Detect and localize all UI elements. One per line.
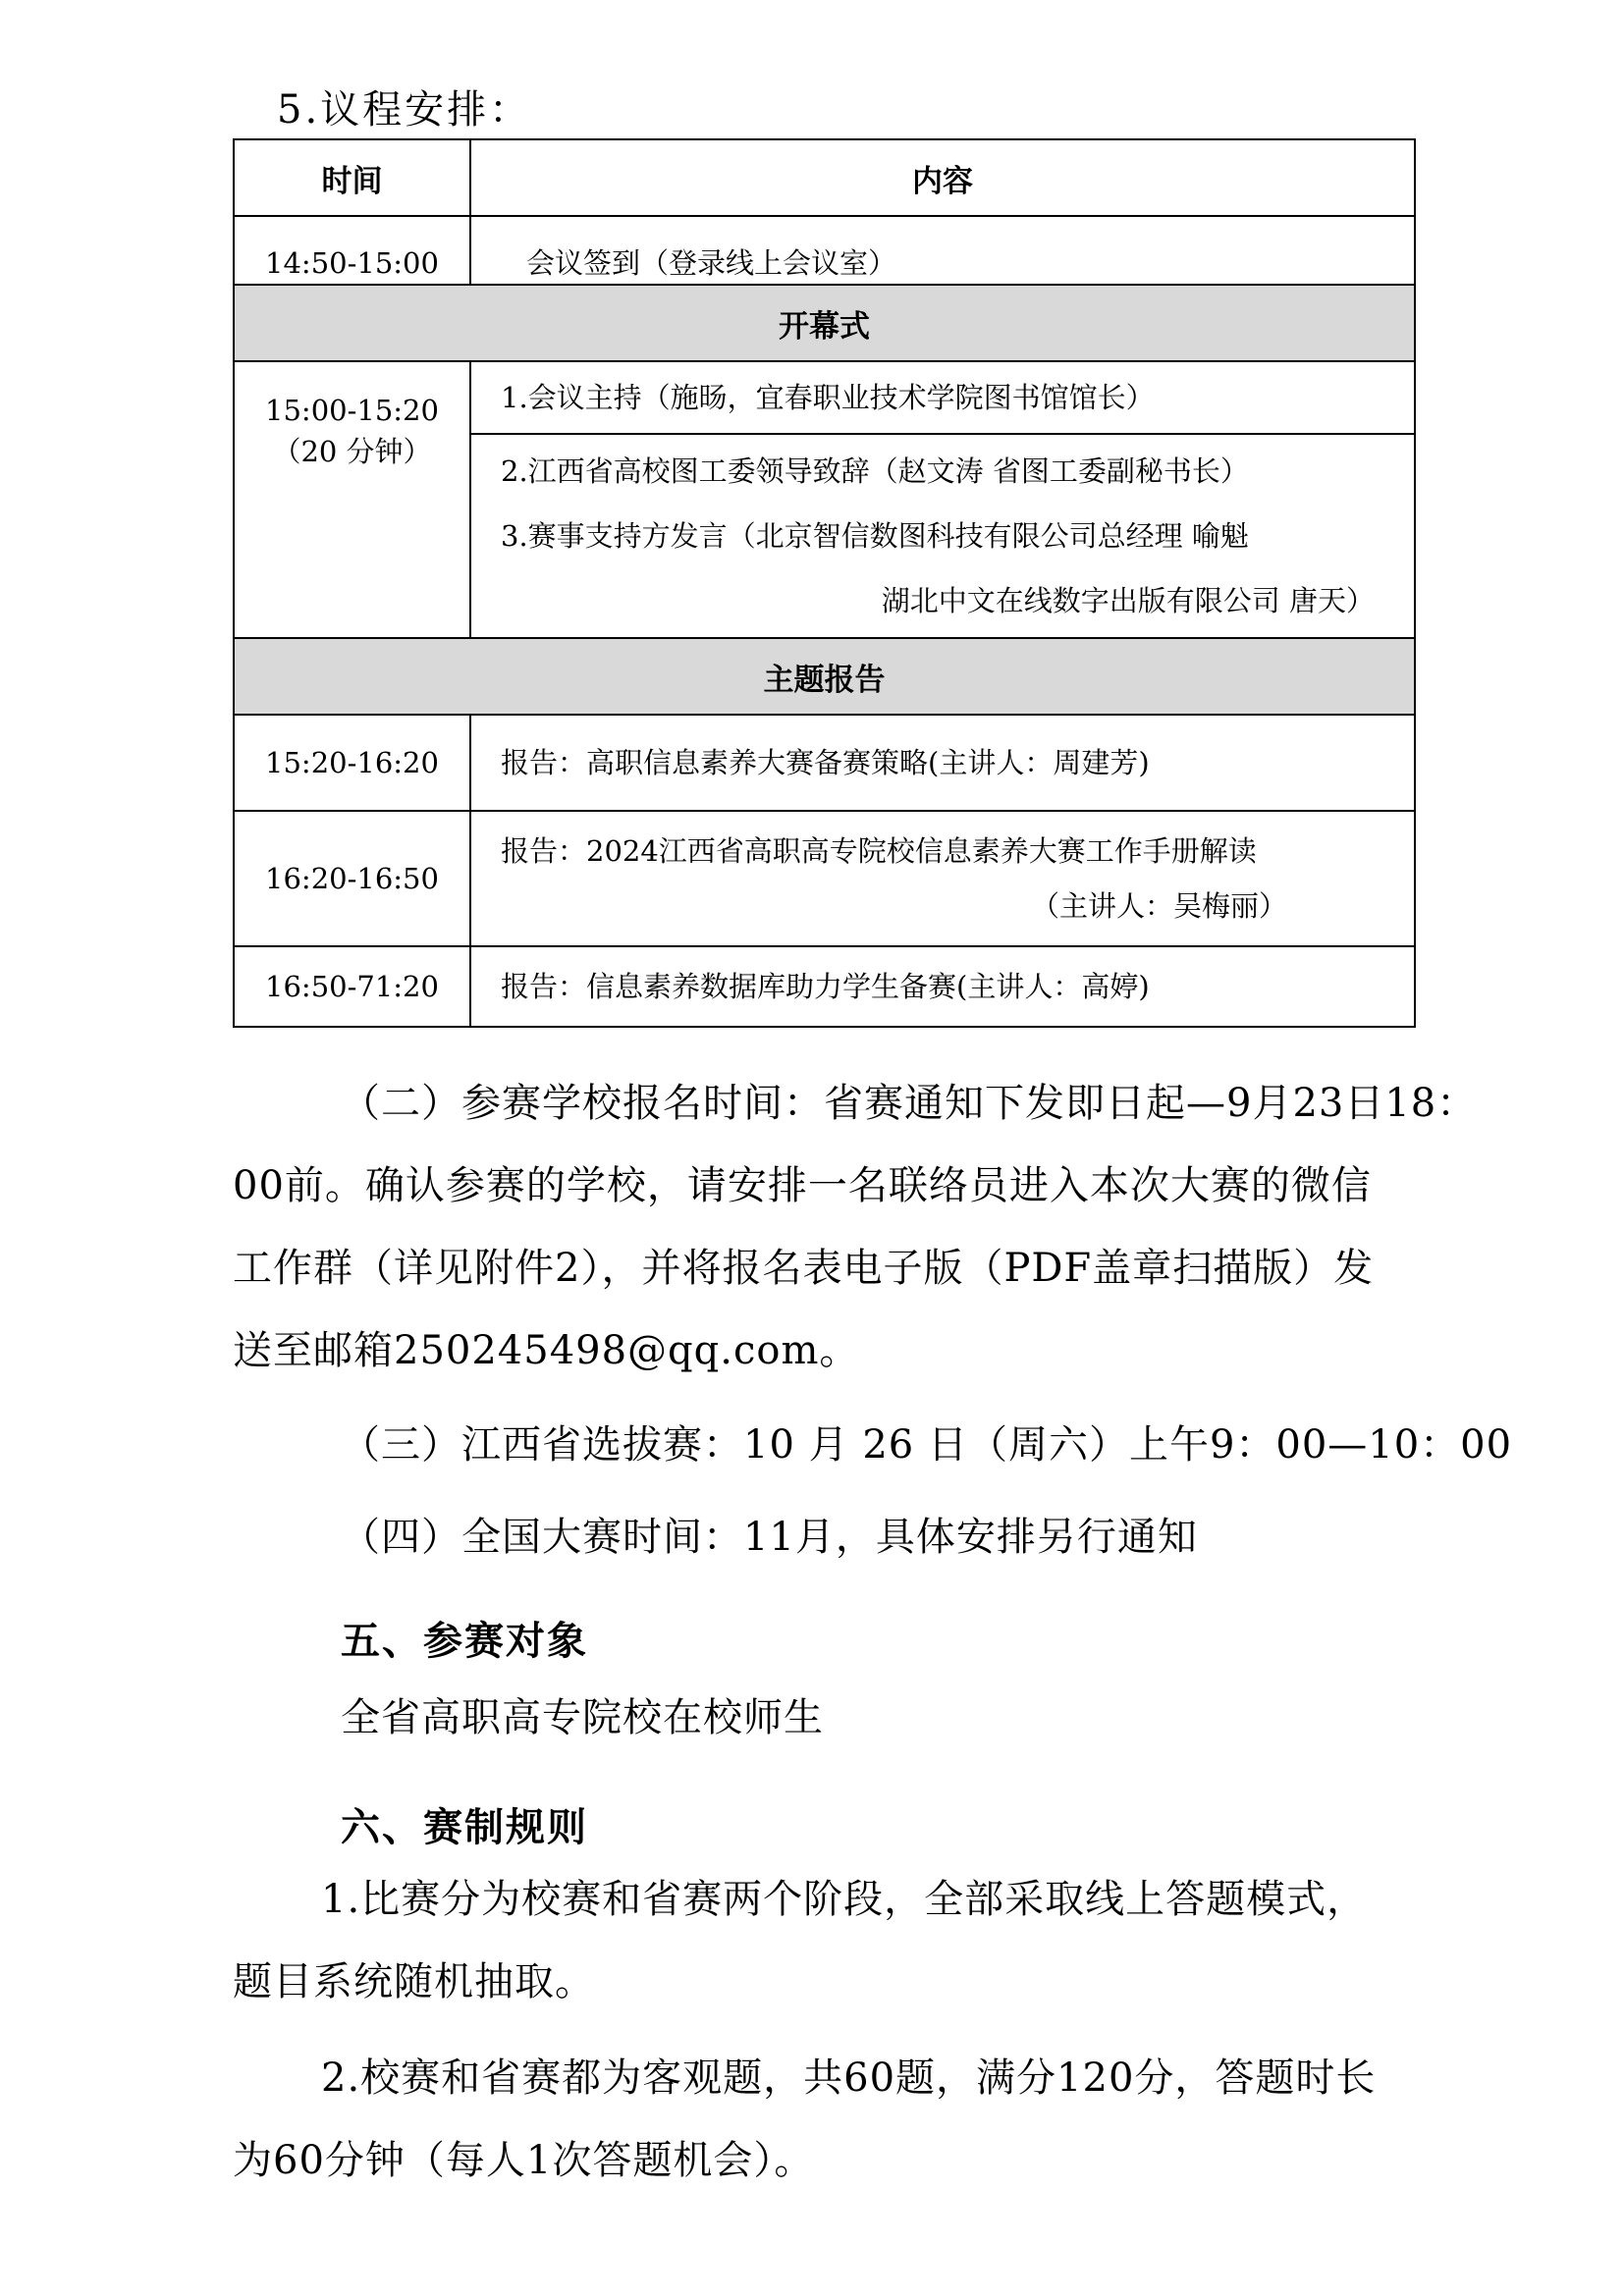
content-cell bbox=[470, 811, 1415, 946]
opening-item-2: 2.江西省高校图工委领导致辞（赵文涛 省图工委副秘书长） bbox=[501, 454, 1249, 488]
text-line: 2.校赛和省赛都为客观题，共60题，满分120分，答题时长 bbox=[321, 2056, 1377, 2101]
text-line: 00前。确认参赛的学校，请安排一名联络员进入本次大赛的微信 bbox=[233, 1163, 1372, 1208]
paragraph-participants bbox=[233, 1677, 1624, 1759]
time-range: 15:00-15:20 bbox=[265, 394, 439, 427]
agenda-title: 5.议程安排： bbox=[277, 87, 532, 133]
header-content: 内容 bbox=[470, 139, 1415, 216]
paragraph-national bbox=[233, 1496, 1624, 1578]
paragraph-rule-1 bbox=[233, 1858, 1529, 2023]
table-row bbox=[234, 715, 1415, 811]
text-line: 送至邮箱250245498@qq.com。 bbox=[233, 1328, 860, 1373]
content-cell bbox=[470, 361, 1415, 434]
text-line: 为60分钟（每人1次答题机会）。 bbox=[233, 2138, 815, 2183]
heading-participants: 五、参赛对象 bbox=[341, 1619, 588, 1664]
time-cell: 16:50-71:20 bbox=[234, 946, 470, 1027]
agenda-table bbox=[233, 138, 1416, 1028]
content-cell bbox=[470, 434, 1415, 638]
content-cell bbox=[470, 946, 1415, 1027]
time-cell: 15:20-16:20 bbox=[234, 715, 470, 811]
text-line: 1.比赛分为校赛和省赛两个阶段，全部采取线上答题模式， bbox=[321, 1877, 1368, 1922]
report-speaker: （主讲人：吴梅丽） bbox=[1031, 889, 1288, 923]
band-label: 开幕式 bbox=[234, 285, 1415, 361]
paragraph-selection bbox=[233, 1404, 1624, 1486]
content-cell bbox=[470, 715, 1415, 811]
duration: （20 分钟） bbox=[272, 435, 432, 468]
text-line: （四）全国大赛时间：11月，具体安排另行通知 bbox=[341, 1515, 1198, 1560]
opening-item-3-cont: 湖北中文在线数字出版有限公司 唐天） bbox=[881, 584, 1375, 617]
text-line: 题目系统随机抽取。 bbox=[233, 1959, 595, 2004]
text-line: 工作群（详见附件2），并将报名表电子版（PDF盖章扫描版）发 bbox=[233, 1246, 1375, 1291]
section-band-opening bbox=[234, 285, 1415, 361]
heading-rules: 六、赛制规则 bbox=[341, 1805, 588, 1850]
opening-item-1: 1.会议主持（施旸，宜春职业技术学院图书馆馆长） bbox=[501, 381, 1155, 414]
report-line: 报告：信息素养数据库助力学生备赛(主讲人：高婷) bbox=[501, 970, 1150, 1003]
report-line: 报告：高职信息素养大赛备赛策略(主讲人：周建芳) bbox=[501, 746, 1150, 779]
band-label: 主题报告 bbox=[234, 638, 1415, 715]
time-cell: 16:20-16:50 bbox=[234, 811, 470, 946]
table-row bbox=[234, 216, 1415, 285]
content-cell: 会议签到（登录线上会议室） bbox=[470, 216, 1415, 285]
section-band-reports bbox=[234, 638, 1415, 715]
table-header-row bbox=[234, 139, 1415, 216]
text-line: 全省高职高专院校在校师生 bbox=[341, 1695, 824, 1740]
paragraph-registration bbox=[233, 1062, 1529, 1392]
header-time: 时间 bbox=[234, 139, 470, 216]
paragraph-rule-2 bbox=[233, 2037, 1529, 2202]
table-row bbox=[234, 946, 1415, 1027]
time-cell bbox=[234, 361, 470, 638]
time-cell: 14:50-15:00 bbox=[234, 216, 470, 285]
report-line: 报告：2024江西省高职高专院校信息素养大赛工作手册解读 bbox=[501, 834, 1257, 868]
table-row bbox=[234, 361, 1415, 434]
opening-item-3: 3.赛事支持方发言（北京智信数图科技有限公司总经理 喻魁 bbox=[501, 519, 1249, 553]
table-row bbox=[234, 811, 1415, 946]
text-line: （二）参赛学校报名时间：省赛通知下发即日起—9月23日18： bbox=[341, 1081, 1478, 1126]
text-line: （三）江西省选拔赛：10 月 26 日（周六）上午9：00—10：00 bbox=[341, 1422, 1513, 1468]
